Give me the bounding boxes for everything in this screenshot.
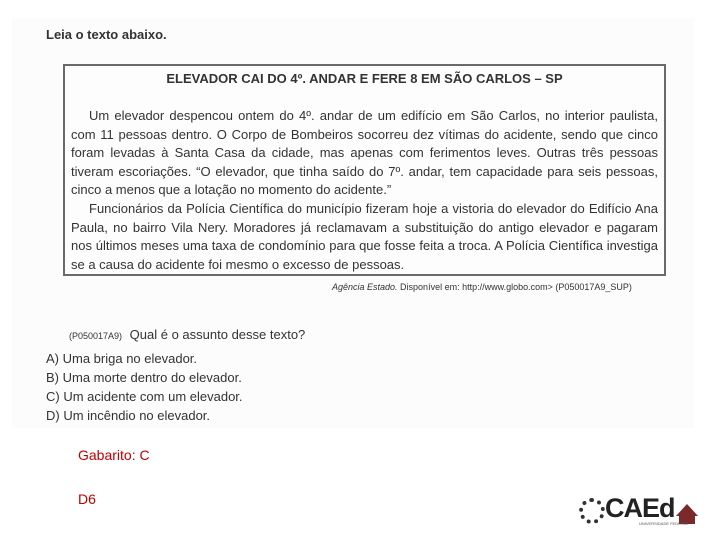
descriptor-code: D6: [78, 491, 96, 507]
option-a: A) Uma briga no elevador.: [46, 351, 198, 366]
answer-options: [46, 349, 243, 425]
answer-key-value: C: [139, 447, 150, 463]
logo-circle-icon: [579, 498, 605, 524]
news-body: [71, 107, 658, 274]
option-c: C) Um acidente com um elevador.: [46, 389, 243, 404]
question-line: [69, 327, 305, 342]
source-agency: Agência Estado.: [332, 282, 398, 292]
caed-logo: [579, 494, 704, 528]
logo-text: CAEd: [605, 493, 675, 523]
news-text-box: [63, 64, 666, 276]
instruction-text: Leia o texto abaixo.: [46, 27, 167, 42]
option-b: B) Uma morte dentro do elevador.: [46, 370, 242, 385]
answer-key: [78, 447, 150, 463]
source-citation: [332, 282, 632, 292]
question-text: Qual é o assunto desse texto?: [129, 327, 306, 342]
source-link-text: Disponível em: http://www.globo.com> (P050017A9_SUP): [397, 282, 632, 292]
news-title: ELEVADOR CAI DO 4º. ANDAR E FERE 8 EM SÃO CARLOS – SP: [166, 71, 563, 86]
option-d: D) Um incêndio no elevador.: [46, 408, 211, 423]
logo-subtitle: UNIVERSIDADE FEDERAL: [639, 521, 689, 526]
news-paragraph-1: Um elevador despencou ontem do 4º. andar de um edifício em São Carlos, no interior paulista, com 11 pessoas dentro. O Corpo de Bombeiros socorreu dez vítimas do acidente, sendo que cinco foram levadas à Santa Casa da cidade, mas apenas com ferimentos leves. Outras três pessoas tiveram escoriações. “O elevador, que tinha saído do 7º. andar, tem capacidade para seis pessoas, cinco a menos que a lotação no momento do acidente.”: [71, 108, 658, 198]
question-code: (P050017A9): [69, 331, 123, 341]
answer-key-label: Gabarito:: [78, 447, 140, 463]
news-paragraph-2: Funcionários da Polícia Científica do município fizeram hoje a vistoria do elevador do Edifício Ana Paula, no bairro Vila Nery. Moradores já reclamavam a substituição do antigo elevador e pagaram nos últimos meses uma taxa de condomínio para que fosse feita a troca. A Polícia Científica investiga se a causa do acidente foi mesmo o excesso de pessoas.: [71, 200, 658, 272]
